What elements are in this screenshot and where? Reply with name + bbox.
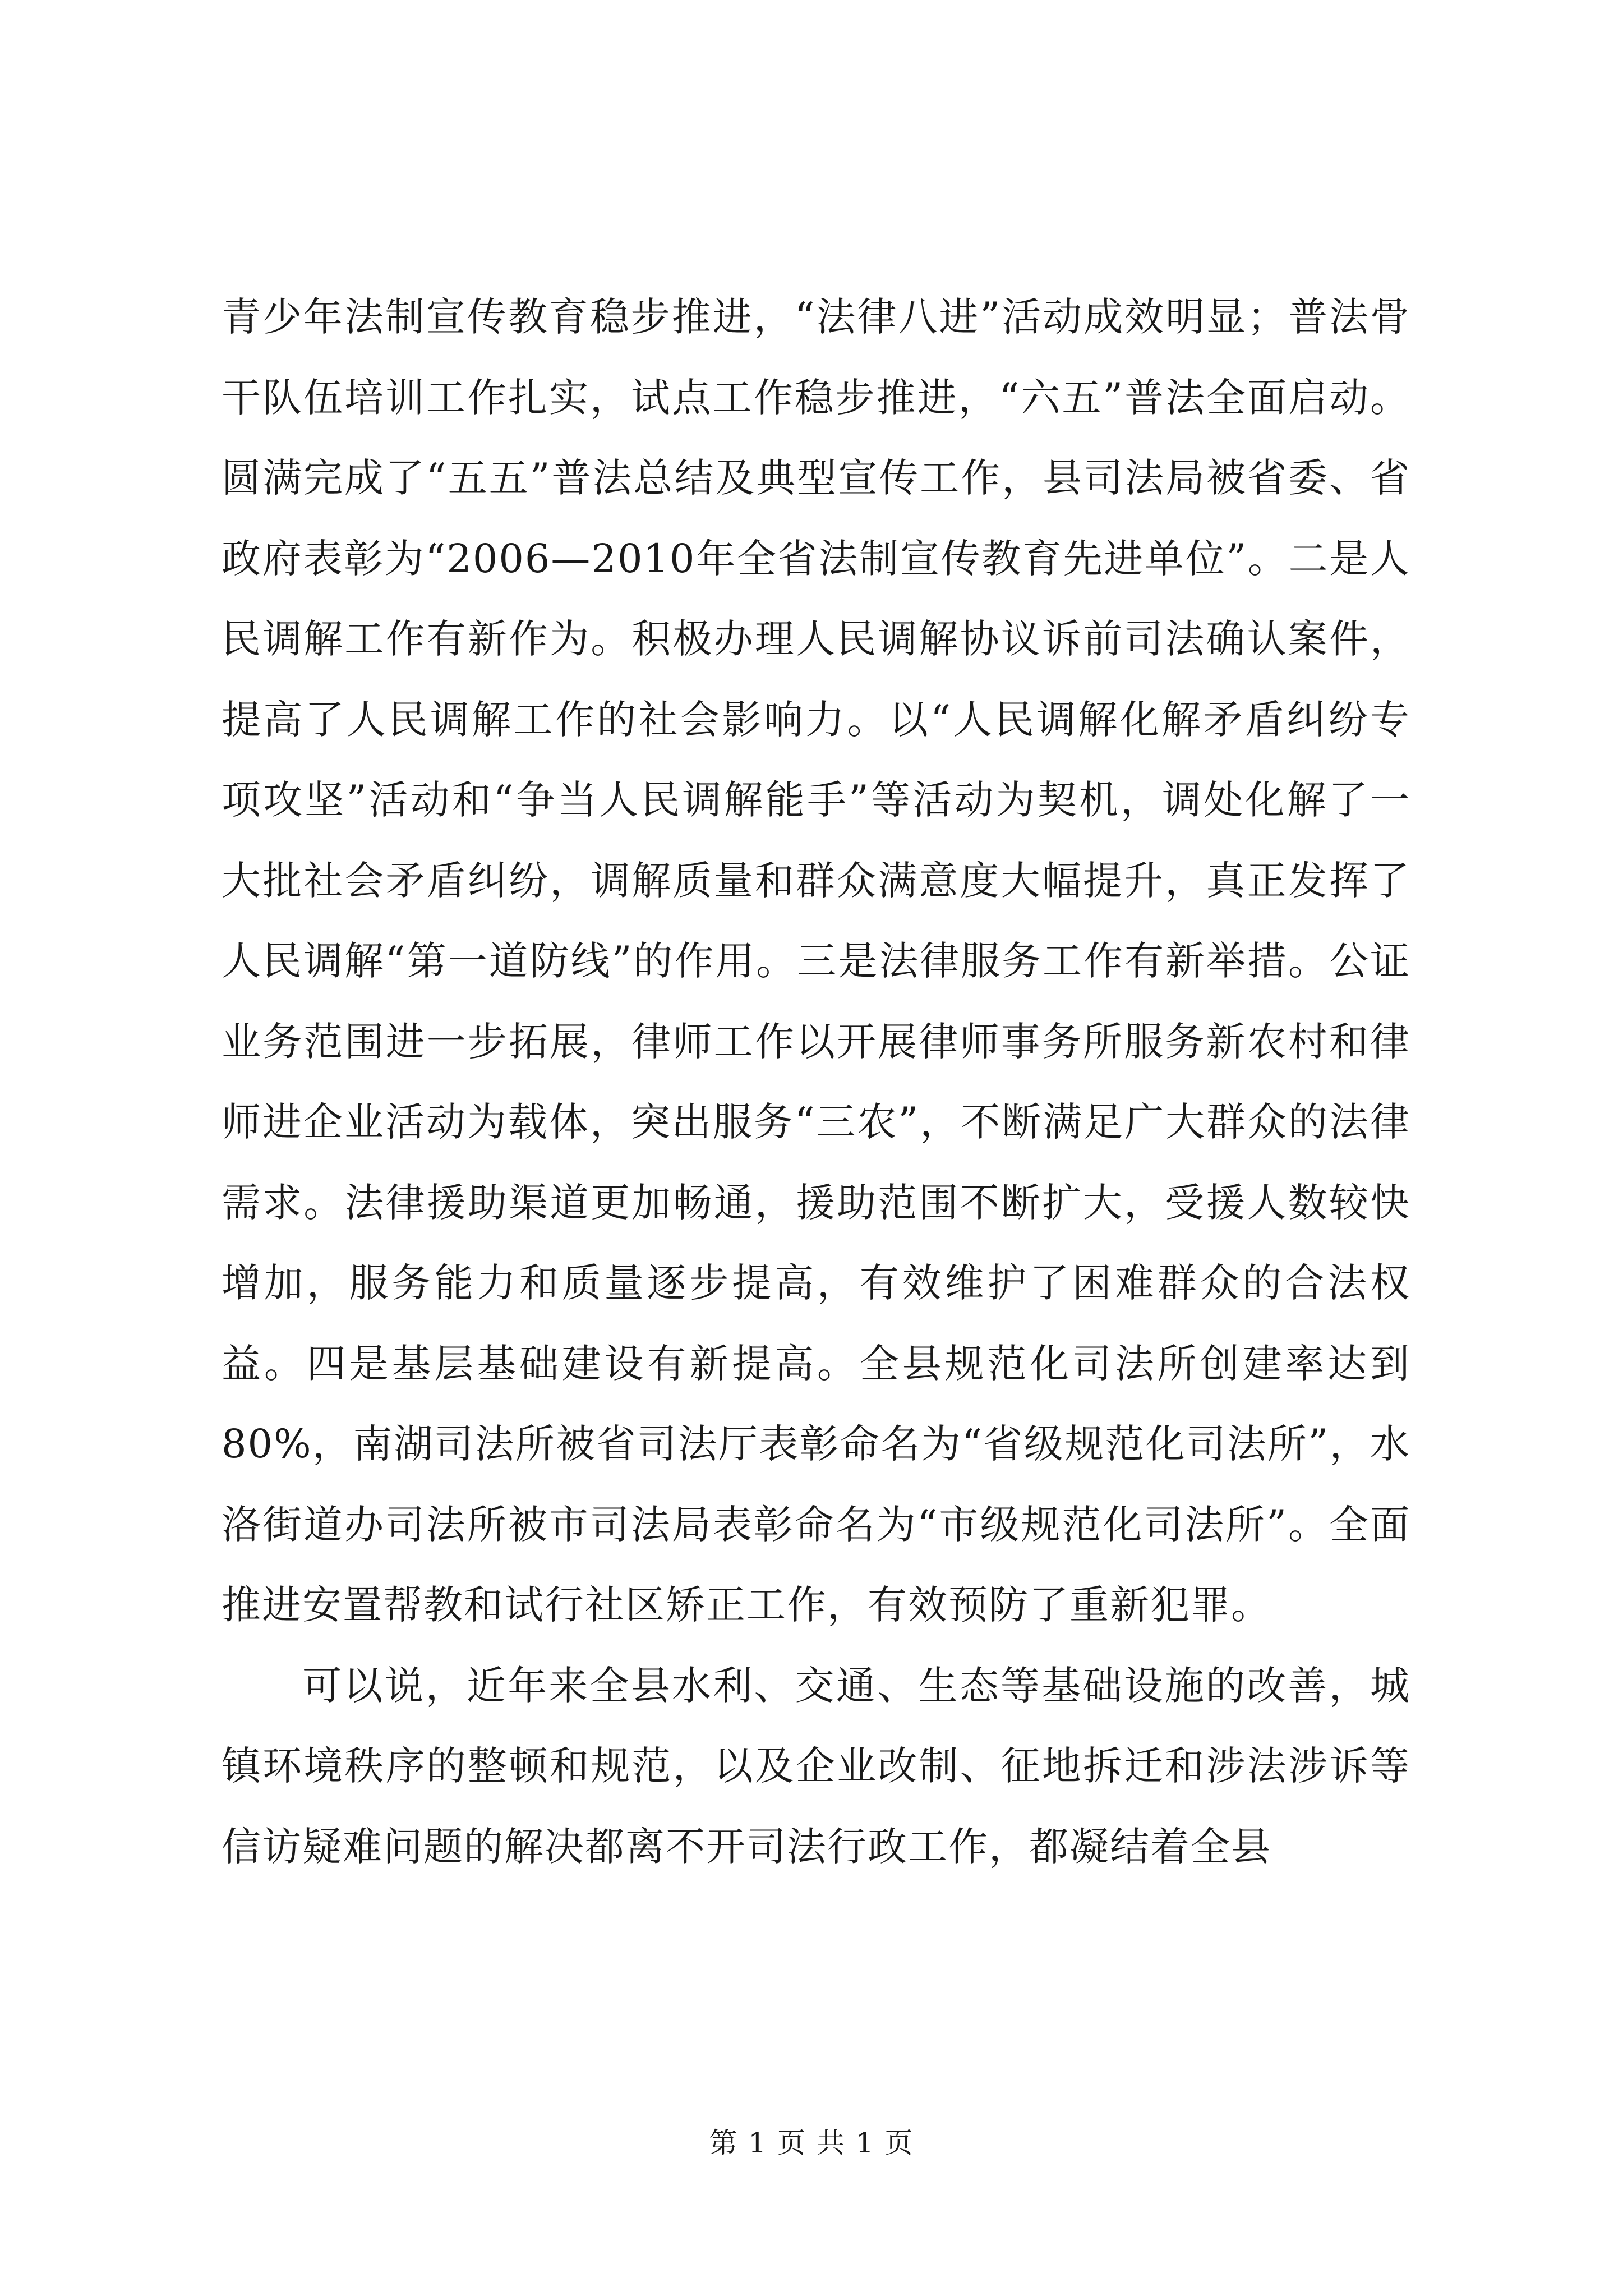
paragraph-1: 青少年法制宣传教育稳步推进，“法律八进”活动成效明显；普法骨干队伍培训工作扎实，试点工作稳步推进，“六五”普法全面启动。圆满完成了“五五”普法总结及典型宣传工作，县司法局被省委、省政府表彰为“2006—2010年全省法制宣传教育先进单位”。二是人民调解工作有新作为。积极办理人民调解协议诉前司法确认案件，提高了人民调解工作的社会影响力。以“人民调解化解矛盾纠纷专项攻坚”活动和“争当人民调解能手”等活动为契机，调处化解了一大批社会矛盾纠纷，调解质量和群众满意度大幅提升，真正发挥了人民调解“第一道防线”的作用。三是法律服务工作有新举措。公证业务范围进一步拓展，律师工作以开展律师事务所服务新农村和律师进企业活动为载体，突出服务“三农”，不断满足广大群众的法律需求。法律援助渠道更加畅通，援助范围不断扩大，受援人数较快增加，服务能力和质量逐步提高，有效维护了困难群众的合法权益。四是基层基础建设有新提高。全县规范化司法所创建率达到80%，南湖司法所被省司法厅表彰命名为“省级规范化司法所”，水洛街道办司法所被市司法局表彰命名为“市级规范化司法所”。全面推进安置帮教和试行社区矫正工作，有效预防了重新犯罪。 xyxy=(222,294,1410,1628)
paragraph-2: 可以说，近年来全县水利、交通、生态等基础设施的改善，城镇环境秩序的整顿和规范，以及企业改制、征地拆迁和涉法涉诉等信访疑难问题的解决都离不开司法行政工作，都凝结着全县 xyxy=(222,1662,1410,1870)
page-footer: 第 1 页 共 1 页 xyxy=(709,2127,914,2159)
document-body xyxy=(222,277,1410,1887)
